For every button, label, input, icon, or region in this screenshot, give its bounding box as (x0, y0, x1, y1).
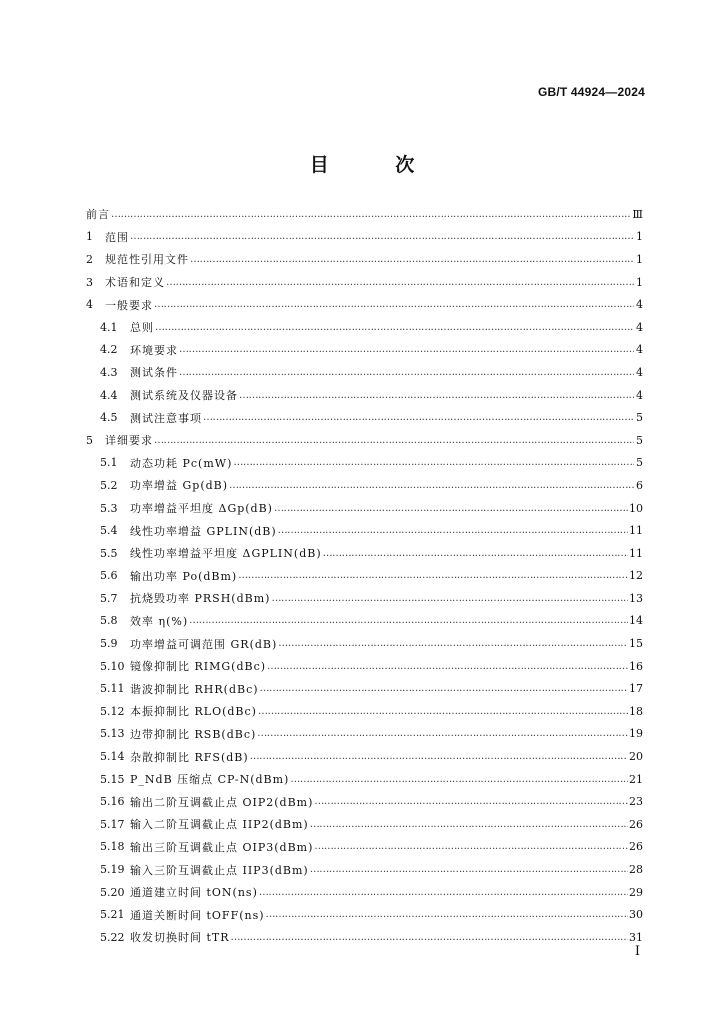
toc-entry-page: 5 (636, 456, 643, 470)
toc-entry-label: 本振抑制比 RLO(dBc) (130, 705, 257, 719)
toc-entry[interactable] (86, 768, 643, 791)
toc-entry-page: 5 (636, 411, 643, 425)
toc-entry[interactable] (86, 293, 643, 316)
toc-entry-number: 5.18 (100, 840, 125, 854)
toc-entry-number: 5.11 (100, 682, 125, 696)
toc-entry-label: 镜像抑制比 RIMG(dBc) (130, 660, 267, 674)
dot-leader (229, 480, 634, 491)
toc-entry-label: 杂散抑制比 RFS(dB) (130, 750, 249, 764)
toc-entry-label: 功率增益 Gp(dB) (130, 479, 229, 493)
page-number: I (634, 944, 640, 959)
toc-entry-page: 20 (629, 750, 643, 764)
toc-entry-label: 线性功率增益 GPLIN(dB) (130, 524, 277, 538)
toc-entry-label: P_NdB 压缩点 CP-N(dBm) (130, 773, 290, 787)
toc-entry-page: 28 (629, 863, 643, 877)
toc-entry-page: 11 (629, 524, 643, 538)
toc-entry-number: 5.20 (100, 885, 125, 899)
toc-entry-label: 范围 (105, 230, 129, 244)
dot-leader (278, 525, 628, 536)
toc-entry[interactable] (86, 790, 643, 813)
toc-entry-number: 5 (86, 433, 93, 447)
dot-leader (260, 683, 628, 694)
standard-code: GB/T 44924—2024 (537, 85, 645, 99)
toc-entry-label: 输入二阶互调截止点 IIP2(dBm) (130, 818, 309, 832)
toc-entry[interactable] (86, 406, 643, 429)
toc-entry-page: 23 (629, 795, 643, 809)
toc-entry-label: 前言 (86, 208, 110, 222)
toc-entry-page: 18 (629, 704, 643, 718)
dot-leader (271, 593, 628, 604)
toc-entry-number: 5.13 (100, 727, 125, 741)
toc-entry[interactable] (86, 226, 643, 249)
toc-entry-label: 术语和定义 (105, 276, 165, 290)
toc-entry[interactable] (86, 474, 643, 497)
toc-entry-number: 5.14 (100, 750, 125, 764)
toc-entry[interactable] (86, 813, 643, 836)
toc-entry[interactable] (86, 700, 643, 723)
toc-entry-label: 线性功率增益平坦度 ΔGPLIN(dB) (130, 547, 322, 561)
toc-entry-number: 5.17 (100, 817, 125, 831)
toc-entry[interactable] (86, 497, 643, 520)
toc-entry-number: 5.7 (100, 591, 118, 605)
toc-title: 目 次 (309, 154, 445, 176)
toc-entry[interactable] (86, 271, 643, 294)
toc-entry[interactable] (86, 565, 643, 588)
toc-entry-label: 通道关断时间 tOFF(ns) (130, 908, 265, 922)
toc-entry-label: 测试系统及仪器设备 (130, 389, 238, 403)
toc-entry-page: 11 (629, 546, 643, 560)
toc-entry-label: 环境要求 (130, 343, 178, 357)
toc-entry-page: 13 (629, 591, 643, 605)
dot-leader (239, 390, 634, 401)
dot-leader (266, 909, 628, 920)
dot-leader (250, 751, 628, 762)
toc-entry-label: 边带抑制比 RSB(dBc) (130, 727, 257, 741)
dot-leader (259, 887, 628, 898)
toc-entry-page: 31 (629, 930, 643, 944)
toc-entry[interactable] (86, 248, 643, 271)
toc-entry[interactable] (86, 836, 643, 859)
toc-entry-label: 输出二阶互调截止点 OIP2(dBm) (130, 795, 314, 809)
toc-entry-label: 收发切换时间 tTR (130, 931, 230, 945)
dot-leader (166, 277, 634, 288)
toc-entry-page: 6 (636, 478, 643, 492)
toc-entry[interactable] (86, 203, 643, 226)
dot-leader (314, 796, 628, 807)
toc-entry-label: 动态功耗 Pc(mW) (130, 456, 233, 470)
toc-entry-number: 5.10 (100, 659, 125, 673)
toc-entry-page: 26 (629, 840, 643, 854)
toc-entry[interactable] (86, 542, 643, 565)
toc-entry-page: 16 (629, 659, 643, 673)
toc-entry-page: 30 (629, 908, 643, 922)
toc-entry-page: 14 (629, 614, 643, 628)
dot-leader (189, 615, 628, 626)
dot-leader (233, 457, 634, 468)
toc-entry-page: 12 (629, 569, 643, 583)
toc-entry-page: 5 (636, 433, 643, 447)
toc-entry-page: 17 (629, 682, 643, 696)
dot-leader (154, 435, 634, 446)
toc-entry[interactable] (86, 903, 643, 926)
toc-entry-number: 5.1 (100, 456, 118, 470)
toc-entry[interactable] (86, 452, 643, 475)
toc-entry-number: 1 (86, 230, 93, 244)
toc-entry-page: 15 (629, 637, 643, 651)
toc-entry-page: Ⅲ (632, 207, 643, 221)
toc-entry-label: 效率 η(%) (130, 614, 189, 628)
toc-entry-label: 输入三阶互调截止点 IIP3(dBm) (130, 863, 309, 877)
toc-entry[interactable] (86, 745, 643, 768)
toc-entry-page: 19 (629, 727, 643, 741)
toc-entry-label: 抗烧毁功率 PRSH(dBm) (130, 592, 271, 606)
toc-entry[interactable] (86, 655, 643, 678)
toc-entry-page: 26 (629, 817, 643, 831)
toc-entry-label: 谐波抑制比 RHR(dBc) (130, 682, 259, 696)
toc-entry[interactable] (86, 858, 643, 881)
dot-leader (190, 254, 634, 265)
dot-leader (111, 209, 631, 220)
toc-entry[interactable] (86, 339, 643, 362)
toc-entry-number: 4.4 (100, 388, 118, 402)
toc-entry-number: 5.12 (100, 704, 125, 718)
dot-leader (310, 864, 628, 875)
toc-entry-label: 详细要求 (105, 434, 153, 448)
toc-entry[interactable] (86, 632, 643, 655)
toc-entry-page: 4 (636, 388, 643, 402)
dot-leader (258, 706, 628, 717)
dot-leader (310, 819, 628, 830)
toc-entry-number: 2 (86, 252, 93, 266)
toc-entry-label: 输出三阶互调截止点 OIP3(dBm) (130, 840, 314, 854)
toc-entry-number: 4 (86, 298, 93, 312)
toc-entry-number: 3 (86, 275, 93, 289)
dot-leader (274, 503, 628, 514)
toc-entry[interactable] (86, 677, 643, 700)
dot-leader (323, 548, 628, 559)
toc-entry-label: 测试注意事项 (130, 411, 202, 425)
dot-leader (238, 570, 628, 581)
dot-leader (179, 367, 634, 378)
toc-entry[interactable] (86, 723, 643, 746)
dot-leader (155, 322, 634, 333)
toc-entry[interactable] (86, 316, 643, 339)
toc-entry-page: 4 (636, 320, 643, 334)
toc-entry-number: 5.19 (100, 863, 125, 877)
dot-leader (257, 728, 628, 739)
toc-entry-number: 5.6 (100, 569, 118, 583)
dot-leader (278, 638, 628, 649)
toc-entry[interactable] (86, 926, 643, 949)
toc-entry-number: 4.3 (100, 365, 118, 379)
toc-entry-page: 10 (629, 501, 643, 515)
dot-leader (130, 231, 634, 242)
toc-entry-number: 4.2 (100, 343, 118, 357)
toc-entry-number: 4.5 (100, 411, 118, 425)
toc-entry-number: 4.1 (100, 320, 118, 334)
toc-entry-page: 4 (636, 365, 643, 379)
toc-entry-number: 5.21 (100, 908, 125, 922)
toc-entry[interactable] (86, 384, 643, 407)
toc-entry[interactable] (86, 519, 643, 542)
toc-entry-page: 1 (636, 252, 643, 266)
toc-entry-page: 21 (629, 772, 643, 786)
toc-entry-number: 5.22 (100, 930, 125, 944)
dot-leader (267, 661, 628, 672)
toc-entry-number: 5.4 (100, 524, 118, 538)
toc-entry[interactable] (86, 610, 643, 633)
toc-entry[interactable] (86, 429, 643, 452)
dot-leader (231, 932, 628, 943)
toc-entry-label: 功率增益平坦度 ΔGp(dB) (130, 502, 273, 516)
toc-entry[interactable] (86, 587, 643, 610)
toc-entry-label: 通道建立时间 tON(ns) (130, 886, 258, 900)
toc-entry-number: 5.8 (100, 614, 118, 628)
toc-entry-number: 5.16 (100, 795, 125, 809)
toc-entry[interactable] (86, 881, 643, 904)
toc-entry-number: 5.2 (100, 478, 118, 492)
toc-entry-number: 5.5 (100, 546, 118, 560)
toc-entry-page: 4 (636, 298, 643, 312)
toc-entry-label: 一般要求 (105, 298, 153, 312)
toc-entry[interactable] (86, 361, 643, 384)
dot-leader (179, 344, 634, 355)
toc-entry-label: 功率增益可调范围 GR(dB) (130, 637, 278, 651)
toc-entry-page: 1 (636, 275, 643, 289)
dot-leader (154, 299, 634, 310)
toc-entry-page: 1 (636, 230, 643, 244)
toc-entry-number: 5.3 (100, 501, 118, 515)
dot-leader (203, 412, 634, 423)
toc-entry-label: 测试条件 (130, 366, 178, 380)
toc-entry-label: 输出功率 Po(dBm) (130, 569, 238, 583)
toc-entry-page: 4 (636, 343, 643, 357)
toc-entry-label: 总则 (130, 321, 154, 335)
table-of-contents (86, 203, 643, 949)
toc-entry-page: 29 (629, 885, 643, 899)
dot-leader (290, 774, 628, 785)
toc-entry-number: 5.15 (100, 772, 125, 786)
dot-leader (314, 841, 628, 852)
toc-entry-number: 5.9 (100, 637, 118, 651)
toc-entry-label: 规范性引用文件 (105, 253, 189, 267)
